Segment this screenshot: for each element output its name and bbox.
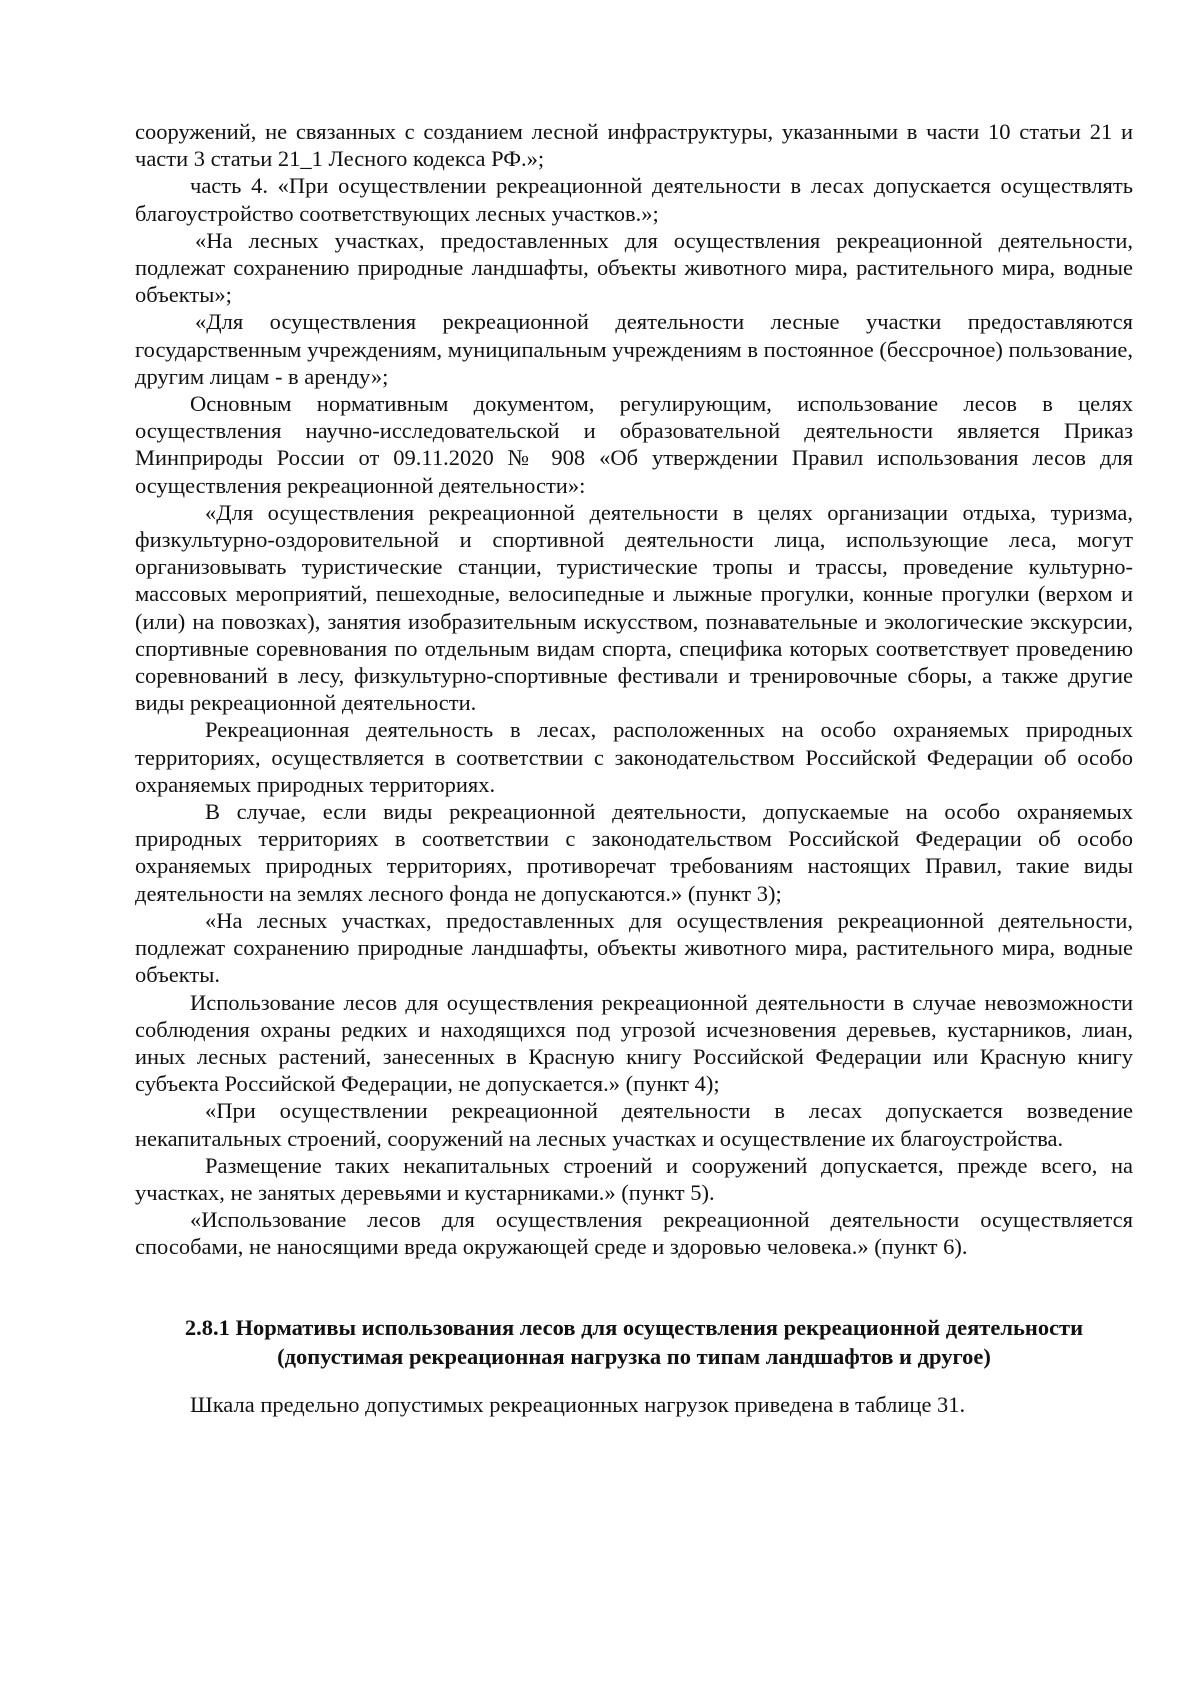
paragraph-5: Основным нормативным документом, регулирующим, использование лесов в целях осуществления научно-исследовательской и образовательной деятельности является Приказ Минприроды России от 09.11.2020 № 908 «Об утверждении Правил использования лесов для осуществления рекреационной деятельности»:: [135, 391, 1133, 498]
section-text: Шкала предельно допустимых рекреационных нагрузок приведена в таблице 31.: [190, 1391, 966, 1417]
section-heading: [135, 1313, 1133, 1371]
paragraph-12: Размещение таких некапитальных строений и сооружений допускается, прежде всего, на участках, не занятых деревьями и кустарниками.» (пункт 5).: [135, 1152, 1133, 1205]
paragraph-4: «Для осуществления рекреационной деятельности лесные участки предоставляются государственным учреждениям, муниципальным учреждениям в постоянное (бессрочное) пользование, другим лицам - в аренду»;: [135, 309, 1133, 389]
paragraph-2: часть 4. «При осуществлении рекреационной деятельности в лесах допускается осуществлять благоустройство соответствующих лесных участков.»;: [135, 173, 1133, 226]
paragraph-11: «При осуществлении рекреационной деятельности в лесах допускается возведение некапитальных строений, сооружений на лесных участках и осуществление их благоустройства.: [135, 1098, 1133, 1151]
paragraph-6: «Для осуществления рекреационной деятельности в целях организации отдыха, туризма, физкультурно-оздоровительной и спортивной деятельности лица, использующие леса, могут организовывать туристические станции, туристические тропы и трассы, проведение культурно-массовых мероприятий, пешеходные, велосипедные и лыжные прогулки, конные прогулки (верхом и (или) на повозках), занятия изобразительным искусством, познавательные и экологические экскурсии, спортивные соревнования по отдельным видам спорта, специфика которых соответствует проведению соревнований в лесу, физкультурно-спортивные фестивали и тренировочные сборы, а также другие виды рекреационной деятельности.: [135, 499, 1133, 716]
section-heading-line-1: 2.8.1 Нормативы использования лесов для осуществления рекреационной деятельности: [184, 1314, 1084, 1340]
document-page: [135, 118, 1133, 1418]
paragraph-8: В случае, если виды рекреационной деятельности, допускаемые на особо охраняемых природных территориях в соответствии с законодательством Российской Федерации об особо охраняемых природных территориях, противоречат требованиям настоящих Правил, такие виды деятельности на землях лесного фонда не допускаются.» (пункт 3);: [135, 799, 1133, 906]
paragraph-1: сооружений, не связанных с созданием лесной инфраструктуры, указанными в части 10 статьи 21 и части 3 статьи 21_1 Лесного кодекса РФ.»;: [135, 119, 1133, 172]
section-heading-line-2: (допустимая рекреационная нагрузка по типам ландшафтов и другое): [277, 1343, 991, 1369]
paragraph-13: «Использование лесов для осуществления рекреационной деятельности осуществляется способами, не наносящими вреда окружающей среде и здоровью человека.» (пункт 6).: [135, 1207, 1133, 1260]
paragraph-7: Рекреационная деятельность в лесах, расположенных на особо охраняемых природных территориях, осуществляется в соответствии с законодательством Российской Федерации об особо охраняемых природных территориях.: [135, 717, 1133, 797]
paragraph-3: «На лесных участках, предоставленных для осуществления рекреационной деятельности, подлежат сохранению природные ландшафты, объекты животного мира, растительного мира, водные объекты»;: [135, 227, 1133, 308]
paragraph-10: Использование лесов для осуществления рекреационной деятельности в случае невозможности соблюдения охраны редких и находящихся под угрозой исчезновения деревьев, кустарников, лиан, иных лесных растений, занесенных в Красную книгу Российской Федерации или Красную книгу субъекта Российской Федерации, не допускается.» (пункт 4);: [135, 989, 1133, 1097]
paragraph-9: «На лесных участках, предоставленных для осуществления рекреационной деятельности, подлежат сохранению природные ландшафты, объекты животного мира, растительного мира, водные объекты.: [135, 907, 1133, 988]
